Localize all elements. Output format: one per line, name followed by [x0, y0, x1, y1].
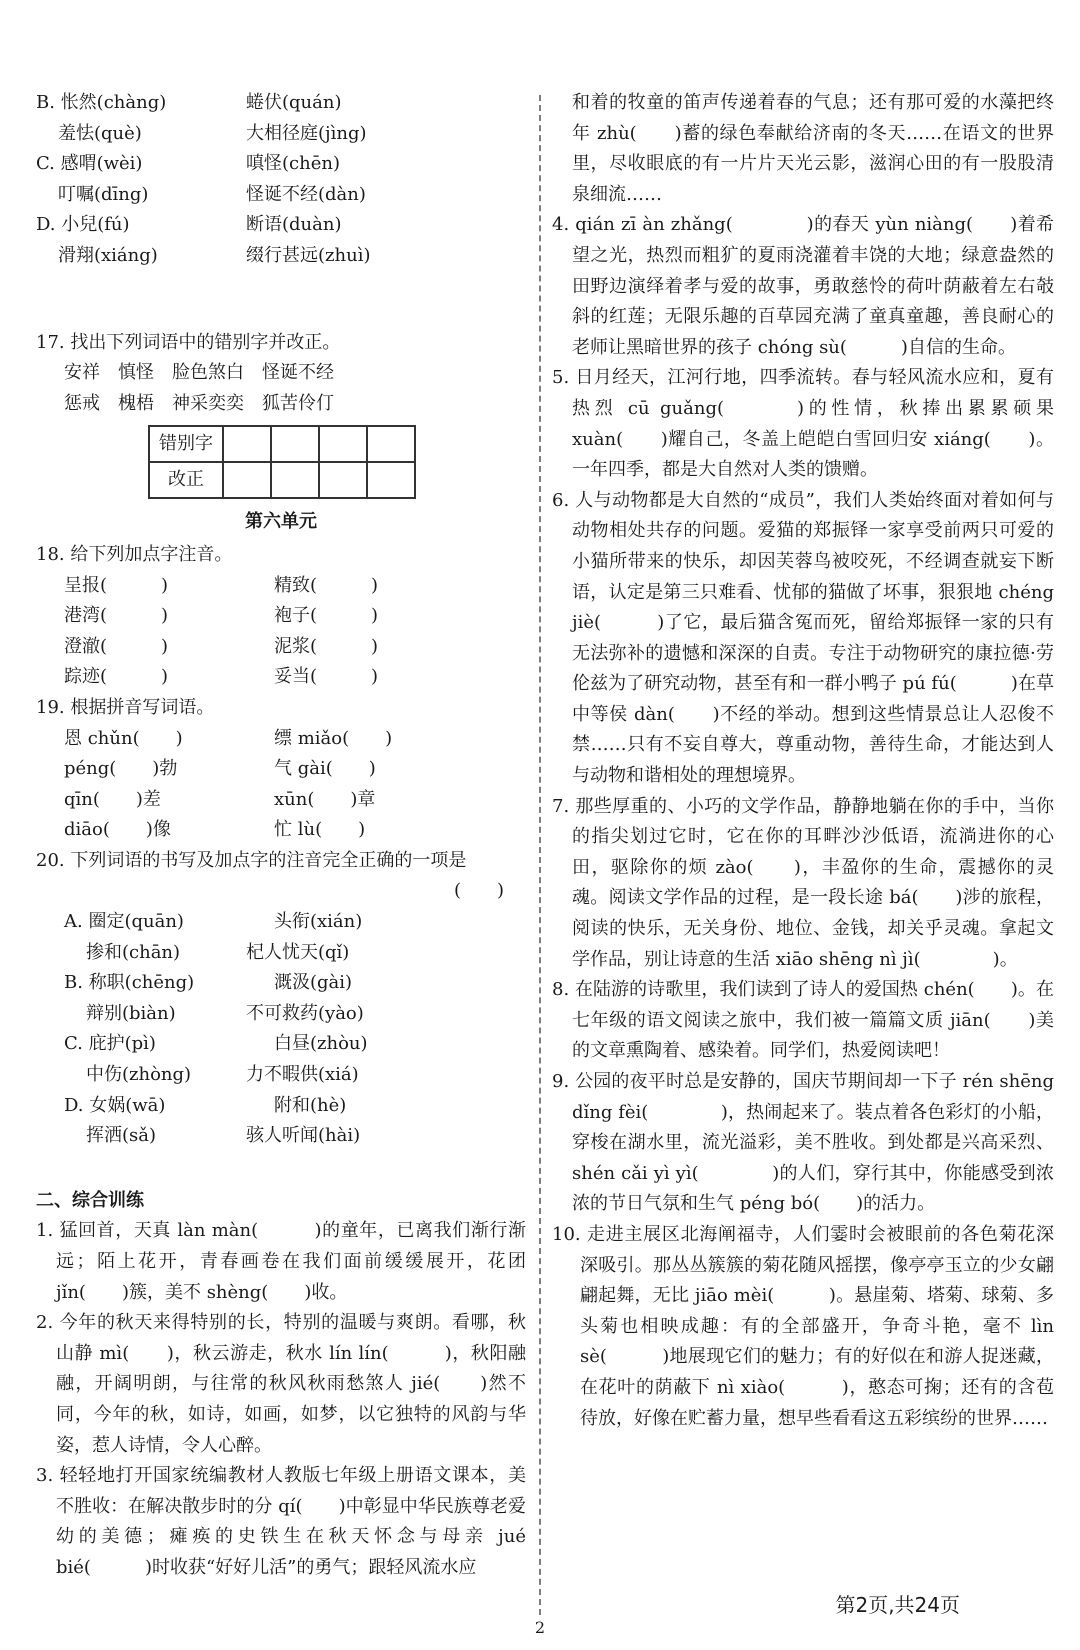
q17-words-line2: 惩戒 槐梧 神采奕奕 狐苦伶仃 — [64, 392, 334, 414]
q20-answer-paren: ( ) — [453, 880, 504, 902]
q19-row — [36, 785, 526, 816]
q16-c-item2: 嗔怪(chēn) — [246, 153, 340, 175]
q20-option-a-row1 — [36, 907, 526, 938]
answer-cell[interactable] — [319, 462, 367, 498]
exercise-10: 10. 走进主展区北海阐福寺，人们霎时会被眼前的各色菊花深深吸引。那丛丛簇簇的菊花随风摇摆，像亭亭玉立的少女翩翩起舞，无比 jiāo mèi( )。悬崖菊、塔菊、球菊、多头菊也相映成趣：有的全部盛开，争奇斗艳，毫不 lìn sè( )地展现它们的魅力；有的好似在和游人捉迷藏，在花叶的荫蔽下 nì xiào( )，憨态可掬；还有的含苞待放，好像在贮蓄力量，想早些看看这五彩缤纷的世界…… — [552, 1223, 1054, 1429]
exercise-1: 1. 猛回首，天真 làn màn( )的童年，已离我们渐行渐远；陌上花开，青春画卷在我们面前缓缓展开，花团 jǐn( )簇，美不 shèng( )收。 — [36, 1220, 526, 1303]
q20-a-item4: 杞人忧天(qǐ) — [246, 941, 350, 963]
exercise-5: 5. 日月经天，江河行地，四季流转。春与轻风流水应和，夏有热烈 cū guǎng( )的性情，秋捧出累累硕果 xuàn( )耀自己，冬盖上皑皑白雪回归安 xiáng( )。一年四季，都是大自然对人类的馈赠。 — [552, 367, 1054, 481]
section-title: 二、综合训练 — [36, 1189, 144, 1211]
q18-item: 妥当( ) — [274, 666, 379, 688]
q16-b-item4: 大相径庭(jìng) — [246, 122, 367, 144]
q19-item: 恩 chǔn( ) — [64, 727, 183, 749]
q19-item: 缥 miǎo( ) — [274, 727, 393, 749]
q20-option-b-row1 — [36, 968, 526, 999]
answer-cell[interactable] — [367, 462, 415, 498]
spacer — [36, 1152, 526, 1186]
exercise-3: 3. 轻轻地打开国家统编教材人教版七年级上册语文课本，美不胜收：在解决散步时的分 qí( )中彰显中华民族尊老爱幼的美德；瘫痪的史铁生在秋天怀念与母亲 jué bié( )时收获“好好儿活”的勇气；跟轻风流水应 — [36, 1465, 526, 1578]
exercise-9: 9. 公园的夜平时总是安静的，国庆节期间却一下子 rén shēng dǐng fèi( )，热闹起来了。装点着各色彩灯的小船，穿梭在湖水里，流光溢彩，美不胜收。到处都是兴高采烈、shén cǎi yì yì( )的人们，穿行其中，你能感受到浓浓的节日气氛和生气 péng bó( )的活力。 — [552, 1071, 1054, 1215]
q20-d-item2: 附和(hè) — [274, 1094, 347, 1116]
answer-cell[interactable] — [271, 426, 319, 462]
q17-stem: 17. 找出下列词语中的错别字并改正。 — [36, 331, 341, 353]
q20-option-a-row2 — [36, 938, 526, 969]
exercise-7: 7. 那些厚重的、小巧的文学作品，静静地躺在你的手中，当你的指尖划过它时，它在你的耳畔沙沙低语，流淌进你的心田，驱除你的烦 zào( )，丰盈你的生命，震撼你的灵魂。阅读文学作品的过程，是一段长途 bá( )涉的旅程，阅读的快乐，无关身份、地位、金钱，却关乎灵魂。拿起文学作品，别让诗意的生活 xiāo shēng nì jì( )。 — [552, 795, 1054, 970]
spacer — [36, 272, 526, 328]
q18-row — [36, 571, 526, 602]
q18-item: 港湾( ) — [64, 605, 169, 627]
q16-b-item2: 蜷伏(quán) — [246, 92, 342, 113]
q19-item: 气 gài( ) — [274, 758, 376, 780]
q17-wrong-label: 错别字 — [149, 426, 223, 462]
q16-b-item1: B. 怅然(chàng) — [36, 92, 167, 113]
q19-row — [36, 754, 526, 785]
q20-c-item3: 中伤(zhòng) — [86, 1064, 192, 1086]
q20-c-item2: 白昼(zhòu) — [274, 1033, 368, 1055]
q20-c-item4: 力不暇供(xiá) — [246, 1064, 359, 1086]
q20-option-b-row2 — [36, 999, 526, 1030]
q18-row — [36, 662, 526, 693]
q19-item: qīn( )差 — [64, 788, 161, 810]
q20-b-item2: 溉汲(gài) — [274, 972, 353, 994]
q19-item: diāo( )像 — [64, 819, 171, 841]
q16-option-d-row1 — [36, 210, 526, 241]
right-column — [552, 88, 1054, 1434]
q20-b-item3: 辩别(biàn) — [86, 1002, 176, 1024]
exercise-3-continued: 和着的牧童的笛声传递着春的气息；还有那可爱的水藻把终年 zhù( )蓄的绿色奉献给济南的冬天……在语文的世界里，尽收眼底的有一片片天光云影，滋润心田的有一股股清泉细流…… — [572, 92, 1054, 205]
q20-a-item1: A. 圈定(quān) — [64, 911, 184, 933]
q20-c-item1: C. 庇护(pì) — [64, 1033, 156, 1055]
q16-option-c-row1 — [36, 149, 526, 180]
q18-stem: 18. 给下列加点字注音。 — [36, 543, 233, 565]
q16-d-item1: D. 小兒(fú) — [36, 214, 130, 236]
q20-stem: 20. 下列词语的书写及加点字的注音完全正确的一项是 — [36, 849, 467, 871]
exercise-2: 2. 今年的秋天来得特别的长，特别的温暖与爽朗。看哪，秋山静 mì( )，秋云游走，秋水 lín lín( )，秋阳融融，开阔明朗，与往常的秋风秋雨愁煞人 jié( )然不同，今年的秋，如诗，如画，如梦，以它独特的风韵与华姿，惹人诗情，令人心醉。 — [36, 1312, 526, 1456]
q20-d-item3: 挥洒(sǎ) — [86, 1125, 157, 1147]
q17-words-line1: 安祥 慎怪 脸色煞白 怪诞不经 — [64, 362, 334, 384]
q16-d-item2: 断语(duàn) — [246, 214, 342, 236]
exercise-8: 8. 在陆游的诗歌里，我们读到了诗人的爱国热 chén( )。在七年级的语文阅读之旅中，我们被一篇篇文质 jiān( )美的文章熏陶着、感染着。同学们，热爱阅读吧！ — [552, 979, 1054, 1062]
q18-item: 澄澈( ) — [64, 635, 169, 657]
q20-d-item4: 骇人听闻(hài) — [246, 1125, 361, 1147]
q19-stem: 19. 根据拼音写词语。 — [36, 696, 215, 718]
q20-option-d-row1 — [36, 1091, 526, 1122]
q16-c-item1: C. 感喟(wèi) — [36, 153, 143, 175]
unit-title: 第六单元 — [245, 511, 317, 533]
q20-option-c-row1 — [36, 1029, 526, 1060]
q16-d-item3: 滑翔(xiáng) — [58, 244, 158, 266]
q16-b-item3: 羞怯(què) — [58, 122, 142, 144]
answer-cell[interactable] — [367, 426, 415, 462]
q18-row — [36, 632, 526, 663]
q19-row — [36, 815, 526, 846]
answer-cell[interactable] — [319, 426, 367, 462]
answer-cell[interactable] — [223, 462, 271, 498]
q16-option-d-row2 — [36, 241, 526, 272]
q20-d-item1: D. 女娲(wā) — [64, 1094, 166, 1116]
q18-item: 泥浆( ) — [274, 635, 379, 657]
exercise-4: 4. qián zī àn zhǎng( )的春天 yùn niàng( )着希望之光，热烈而粗犷的夏雨浇灌着丰饶的大地；绿意盎然的田野边演绎着孝与爱的故事，勇敢慈怜的荷叶荫蔽着左右攲斜的红莲；无限乐趣的百草园充满了童真童趣，善良耐心的老师让黑暗世界的孩子 chóng sù( )自信的生命。 — [552, 214, 1054, 358]
q19-item: xūn( )章 — [274, 788, 376, 810]
q20-option-d-row2 — [36, 1121, 526, 1152]
q17-fix-label: 改正 — [149, 462, 223, 498]
q17-answer-table — [148, 425, 416, 499]
column-divider — [539, 95, 541, 1615]
q16-option-c-row2 — [36, 180, 526, 211]
q20-a-item3: 掺和(chān) — [86, 941, 181, 963]
q19-row — [36, 724, 526, 755]
q16-option-b-row2 — [36, 119, 526, 150]
q20-a-item2: 头衔(xián) — [274, 911, 363, 933]
q18-item: 袍子( ) — [274, 605, 379, 627]
answer-cell[interactable] — [271, 462, 319, 498]
q19-item: 忙 lù( ) — [274, 819, 366, 841]
q16-c-item4: 怪诞不经(dàn) — [246, 183, 366, 205]
q16-c-item3: 叮嘱(dīng) — [58, 183, 149, 205]
q16-d-item4: 缀行甚远(zhuì) — [246, 244, 371, 266]
q18-row — [36, 601, 526, 632]
q20-option-c-row2 — [36, 1060, 526, 1091]
left-column — [36, 88, 526, 1584]
q18-item: 精致( ) — [274, 574, 379, 596]
q20-b-item1: B. 称职(chēng) — [64, 972, 195, 994]
exercise-6: 6. 人与动物都是大自然的“成员”，我们人类始终面对着如何与动物相处共存的问题。爱猫的郑振铎一家享受前两只可爱的小猫所带来的快乐，却因芙蓉鸟被咬死，不经调查就妄下断语，认定是第三只难看、忧郁的猫做了坏事，狠狠地 chéng jiè( )了它，最后猫含冤而死，留给郑振铎一家的只有无法弥补的遗憾和深深的自责。专注于动物研究的康拉德·劳伦兹为了研究动物，甚至有和一群小鸭子 pú fú( )在草中等侯 dàn( )不经的举动。想到这些情景总让人忍俊不禁……只有不妄自尊大，尊重动物，善待生命，才能达到人与动物和谐相处的理想境界。 — [552, 489, 1054, 787]
q19-item: péng( )勃 — [64, 758, 178, 780]
q20-b-item4: 不可救药(yào) — [246, 1002, 364, 1024]
q18-item: 呈报( ) — [64, 574, 169, 596]
q18-item: 踪迹( ) — [64, 666, 169, 688]
page-number: 2 — [534, 1618, 546, 1637]
answer-cell[interactable] — [223, 426, 271, 462]
page-info: 第2页,共24页 — [835, 1593, 960, 1617]
q16-option-b-row1 — [36, 88, 526, 119]
